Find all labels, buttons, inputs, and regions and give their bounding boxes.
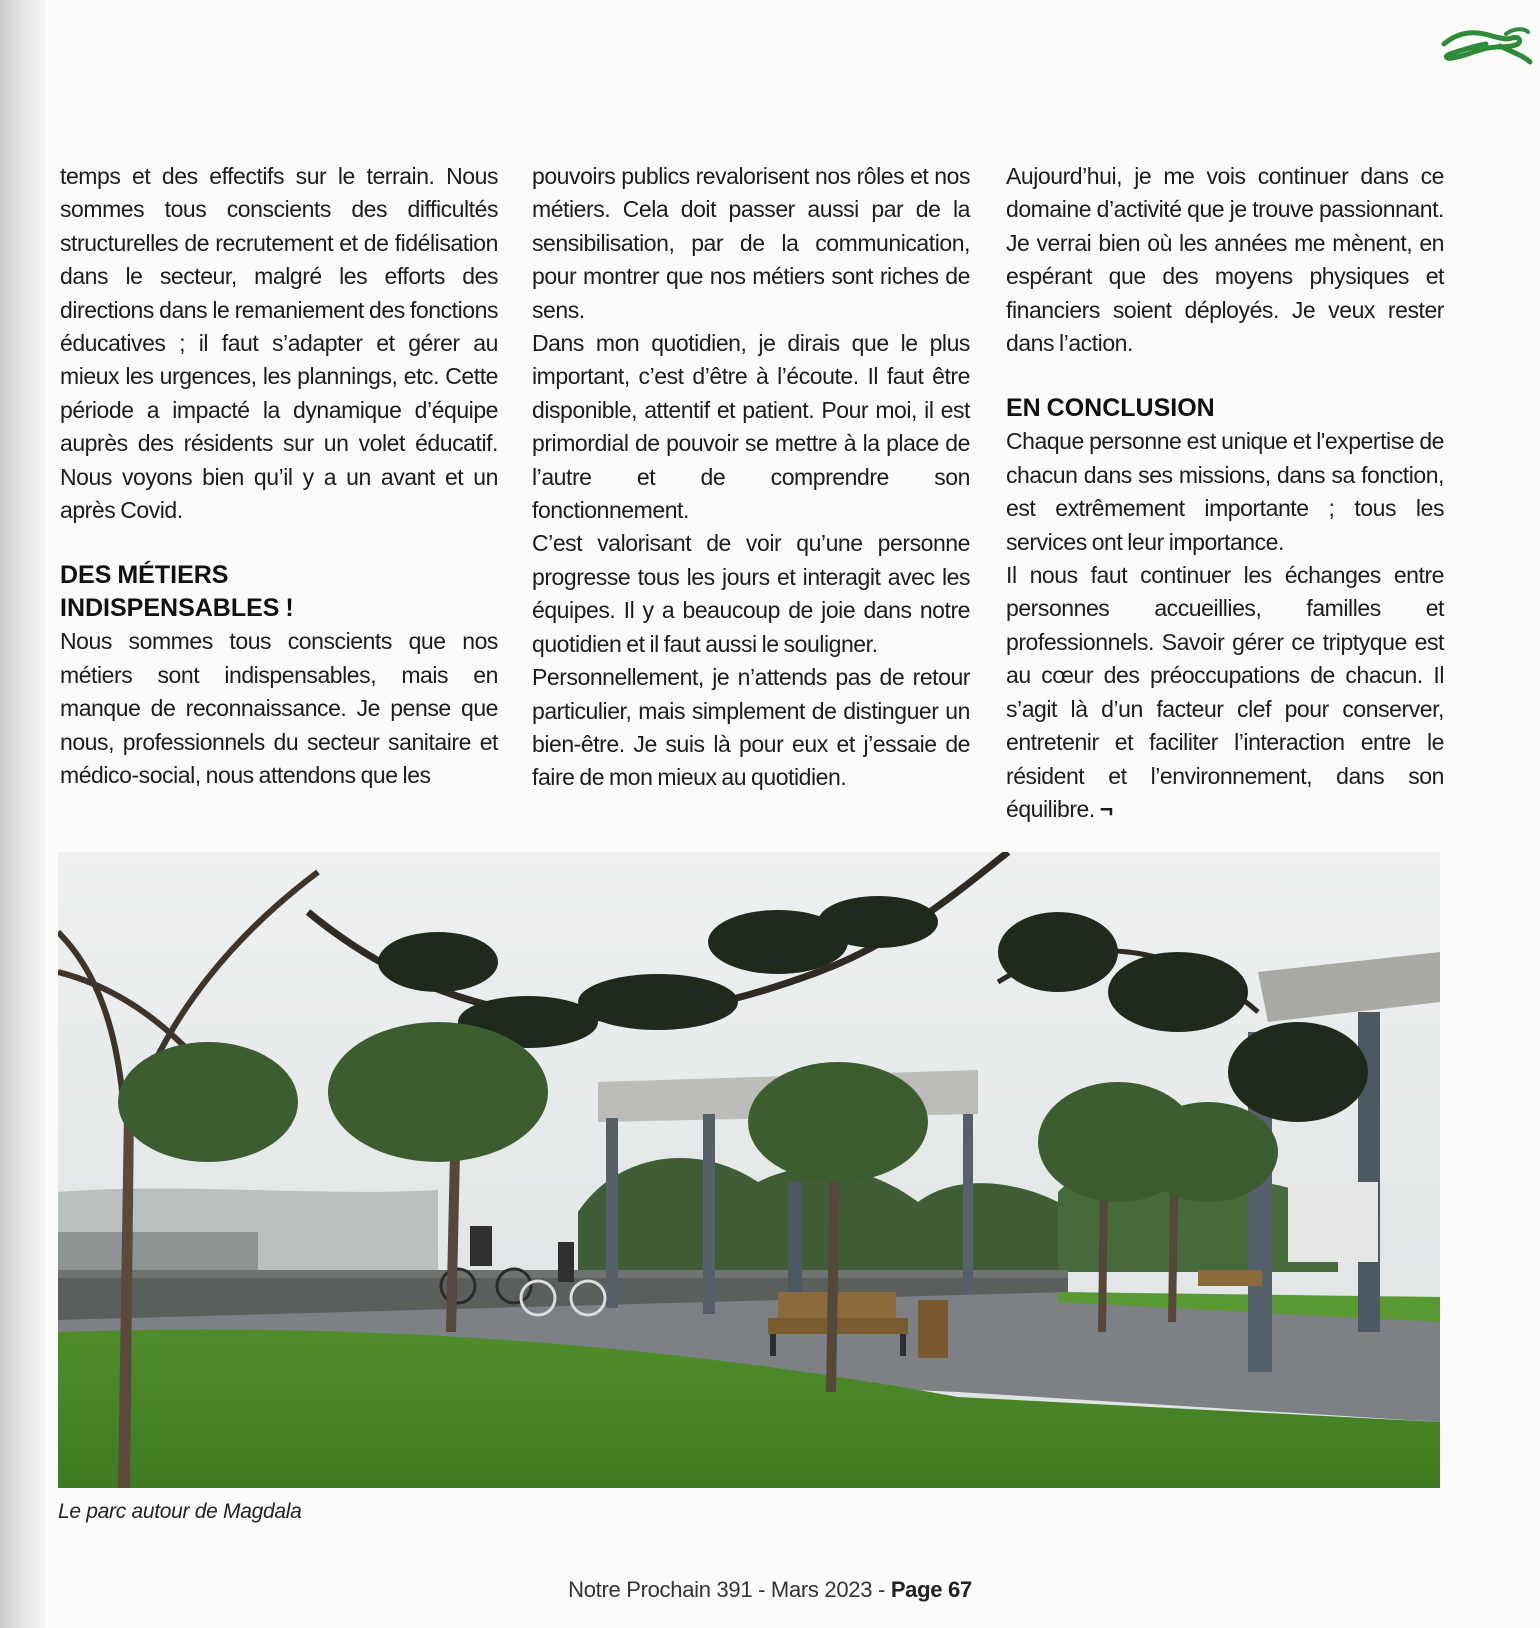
- paragraph: C’est valorisant de voir qu’une personne progresse tous les jours et interagit avec les équipes. Il y a beaucoup de joie dans notre quotidien et il faut aussi le souligner.: [532, 530, 970, 657]
- article-column-1: [60, 160, 498, 793]
- footer-page-number: Page 67: [890, 1577, 972, 1602]
- paragraph: pouvoirs publics revalorisent nos rôles et nos métiers. Cela doit passer aussi par de la sensibilisation, par de la communication, pour montrer que nos métiers sont riches de sens.: [532, 163, 970, 323]
- photo-caption: Le parc autour de Magdala: [58, 1500, 302, 1523]
- paragraph: Dans mon quotidien, je dirais que le plus important, c’est d’être à l’écoute. Il faut être disponible, attentif et patient. Pour moi, il est primordial de pouvoir se mettre à la place de l’autre et de comprendre son fonctionnement.: [532, 330, 970, 524]
- heading-line: INDISPENSABLES !: [60, 594, 294, 623]
- paragraph: Nous sommes tous conscients que nos métiers sont indispensables, mais en manque de reconnaissance. Je pense que nous, professionnels du secteur sanitaire et médico-social, nous attendons que les: [60, 628, 498, 789]
- paragraph: Chaque personne est unique et l'expertise de chacun dans ses missions, dans sa fonction, est extrêmement importante ; tous les services ont leur importance.: [1006, 428, 1444, 555]
- paragraph-text: Il nous faut continuer les échanges entre personnes accueillies, familles et professionnels. Savoir gérer ce triptyque est au cœur des préoccupations de chacun. Il s’agit là d’un facteur clef pour conserver, entretenir et faciliter l’interaction entre le résident et l’environnement, dans son équilibre.: [1006, 562, 1444, 822]
- end-mark-icon: ¬: [1099, 795, 1113, 822]
- paragraph: Personnellement, je n’attends pas de retour particulier, mais simplement de distinguer un bien-être. Je suis là pour eux et j’essaie de faire de mon mieux au quotidien.: [532, 664, 970, 791]
- article-column-3: [1006, 160, 1444, 826]
- section-heading-conclusion: EN CONCLUSION: [1006, 394, 1215, 423]
- section-heading-metiers: [60, 559, 498, 625]
- park-photo: [58, 852, 1440, 1488]
- page-footer: [0, 1577, 1540, 1603]
- paragraph: temps et des effectifs sur le terrain. Nous sommes tous conscients des difficultés structurelles de recrutement et de fidélisation dans le secteur, malgré les efforts des directions dans le remaniement des fonctions éducatives ; il faut s’adapter et gérer au mieux les urgences, les plannings, etc. Cette période a impacté la dynamique d’équipe auprès des résidents sur un volet éducatif. Nous voyons bien qu’il y a un avant et un après Covid.: [60, 163, 498, 524]
- article-column-2: [532, 160, 970, 795]
- page-binding-shadow: [0, 0, 46, 1628]
- heading-line: DES MÉTIERS: [60, 561, 229, 590]
- footer-publication: Notre Prochain 391 - Mars 2023 -: [568, 1577, 891, 1602]
- paragraph: [1006, 559, 1444, 826]
- paragraph: Aujourd’hui, je me vois continuer dans ce domaine d’activité que je trouve passionnant. Je verrai bien où les années me mènent, en espérant que des moyens physiques et financiers soient déployés. Je veux rester dans l’action.: [1006, 163, 1444, 357]
- hand-logo-icon: [1440, 22, 1534, 72]
